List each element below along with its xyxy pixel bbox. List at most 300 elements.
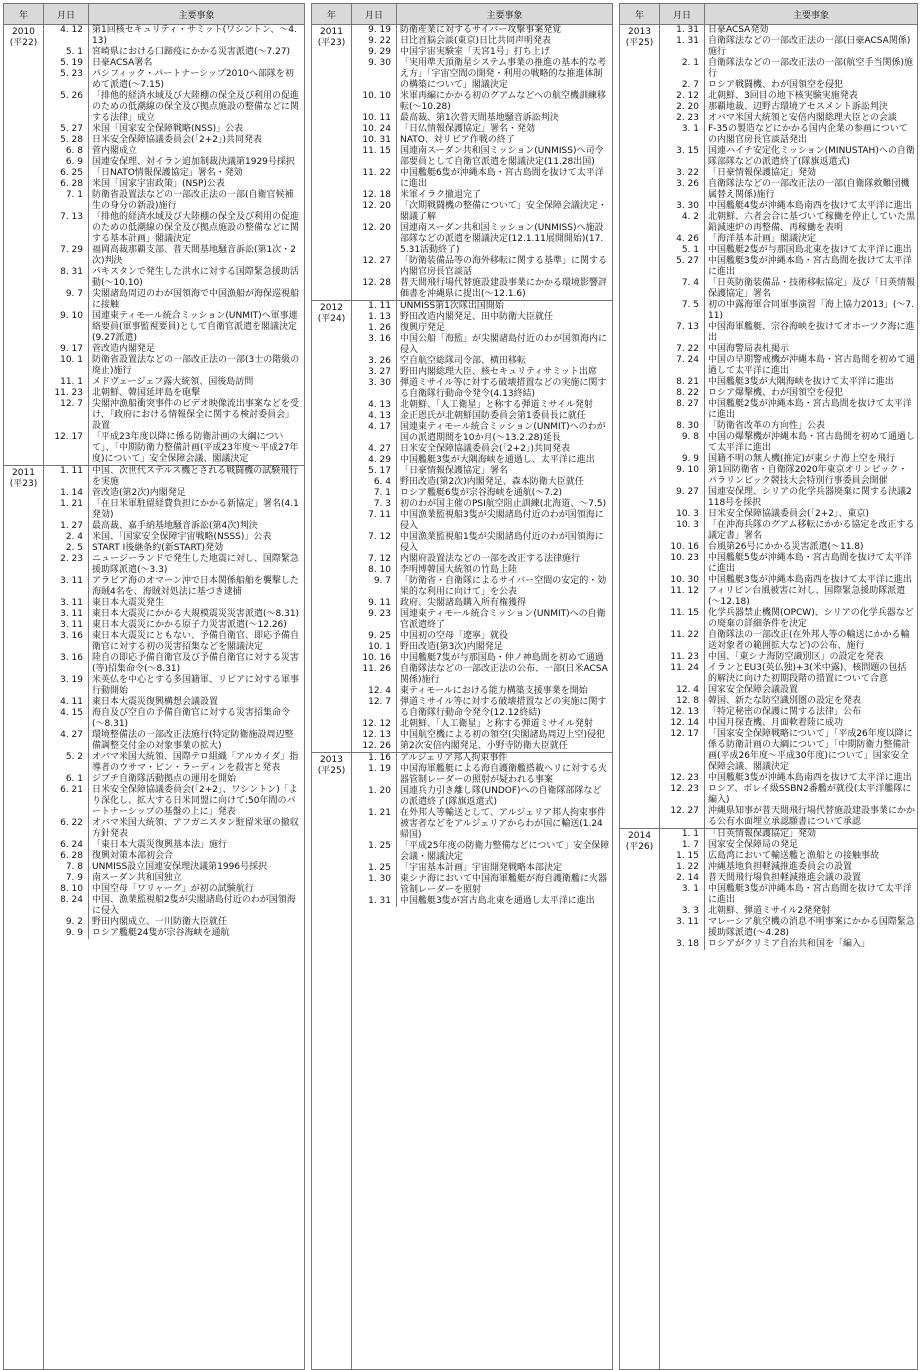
- table-row: [44, 653, 304, 675]
- event-date: 10. 11: [352, 113, 397, 124]
- event-text: 中国海軍艦艇による海自護衛艦搭載ヘリに対する火器管制レーダーの照射が疑われる事案: [400, 764, 608, 785]
- event-text: 中国艦艇3隻が沖縄本島・宮古島間を抜けて太平洋に進出: [708, 256, 912, 277]
- event-text: 中国艦艇6隻が沖縄本島・宮古島間を抜けて太平洋に進出: [400, 168, 604, 189]
- event-date: 7. 13: [44, 212, 89, 245]
- table-row: [44, 245, 304, 267]
- event-date: 3. 1: [660, 124, 705, 146]
- event-rows: [352, 301, 612, 752]
- table-row: [352, 312, 612, 323]
- table-row: [352, 532, 612, 554]
- event-text: 野田改造(第3次)内閣発足: [400, 642, 503, 652]
- event-text: 中国艦艇5隻が沖縄本島・宮古島間を抜けて太平洋に進出: [708, 553, 912, 574]
- table-row: [660, 465, 917, 487]
- event-date: 4. 13: [352, 400, 397, 411]
- event-date: 1. 14: [44, 488, 89, 499]
- era-label: (平25): [317, 766, 346, 776]
- event-date: 1. 31: [660, 36, 705, 58]
- event-rows: [352, 25, 612, 300]
- table-row: [352, 124, 612, 135]
- event-date: 4. 11: [44, 697, 89, 708]
- table-row: [44, 289, 304, 311]
- table-row: [44, 752, 304, 774]
- table-row: [44, 730, 304, 752]
- event-text: 広島湾において輸送艦と漁船との接触事故: [708, 851, 880, 861]
- table-row: [352, 686, 612, 697]
- event-text: 野田改造(第2次)内閣発足、森本防衛大臣就任: [400, 477, 584, 487]
- event-text: 中国漁業監視船3隻が尖閣諸島付近のわが国領海に侵入: [400, 510, 604, 531]
- event-date: 6. 28: [44, 179, 89, 190]
- table-row: [352, 301, 612, 312]
- table-row: [352, 323, 612, 334]
- event-date: 7. 11: [352, 510, 397, 532]
- event-date: 10. 16: [352, 653, 397, 664]
- header-year: 年: [4, 4, 44, 24]
- event-text: 自衛隊法などの一部改正法の一部(日豪ACSA関係)施行: [708, 36, 911, 57]
- event-date: 1. 7: [660, 840, 705, 851]
- year-label: 2011: [12, 468, 35, 478]
- event-text: 米国「国家安全保障戦略(NSS)」公表: [92, 124, 244, 134]
- table-row: [44, 432, 304, 465]
- year-cell: [4, 466, 44, 1369]
- event-date: 12. 14: [660, 718, 705, 729]
- event-date: 6. 4: [352, 477, 397, 488]
- event-text: 国連南スーダン共和国ミッション(UNMISS)へ司令部要員として自衛官派遣を閣議決定(11.28出国): [400, 146, 604, 167]
- event-text: 日比首脳会談(東京)日比共同声明発表: [400, 36, 552, 46]
- table-row: [660, 25, 917, 36]
- event-date: 3. 15: [660, 146, 705, 168]
- table-row: [660, 322, 917, 344]
- event-date: 2. 1: [660, 58, 705, 80]
- table-row: [352, 499, 612, 510]
- event-text: 政府、尖閣諸島購入所有権獲得: [400, 598, 527, 608]
- event-text: NATO、対リビア作戦の終了: [400, 135, 515, 145]
- event-text: 「海洋基本計画」閣議決定: [708, 234, 817, 244]
- event-date: 1. 1: [660, 829, 705, 840]
- event-text: 「日NATO情報保護協定」署名・発効: [92, 168, 243, 178]
- event-text: ロシア、ボレイ級SSBN2番艦が就役(太平洋艦隊に編入): [708, 784, 912, 805]
- event-text: 「防衛省・自衛隊によるサイバー空間の安定的・効果的な利用に向けて」を公表: [400, 576, 607, 597]
- event-text: 「排他的経済水域及び大陸棚の保全及び利用の促進のための低潮線の保全及び拠点施設の整備などに関する基本計画」閣議決定: [92, 212, 300, 244]
- table-row: [660, 520, 917, 542]
- event-date: 9. 7: [44, 289, 89, 311]
- event-text: 国連兵力引き離し隊(UNDOF)への自衛隊部隊などの派遣終了(隊旗返還式): [400, 786, 602, 807]
- event-date: 12. 12: [352, 719, 397, 730]
- year-cell: [620, 25, 660, 828]
- table-row: [352, 400, 612, 411]
- event-text: 普天間飛行場負担軽減推進会議の設置: [708, 873, 862, 883]
- event-date: 12. 28: [352, 278, 397, 300]
- table-row: [352, 334, 612, 356]
- event-text: ロシア艦艇24隻が宗谷海峡を通航: [92, 928, 230, 938]
- event-text: 中国、「東シナ海防空識別区」の設定を発表: [708, 652, 884, 662]
- event-text: 防衛産業に対するサイバー攻撃事案発覚: [400, 25, 562, 35]
- event-text: 「排他的経済水域及び大陸棚の保全及び利用の促進のための低潮線の保全及び拠点施設の整備などに関する法律」成立: [92, 91, 300, 123]
- event-text: メドヴェージェフ露大統領、国後島訪問: [92, 377, 254, 387]
- table-row: [660, 608, 917, 630]
- header-year: 年: [312, 4, 352, 24]
- event-date: 12. 27: [660, 806, 705, 828]
- event-date: 9. 19: [352, 25, 397, 36]
- table-row: [660, 124, 917, 146]
- table-row: [44, 521, 304, 532]
- event-date: 12. 18: [352, 190, 397, 201]
- table-row: [660, 806, 917, 828]
- table-row: [660, 487, 917, 509]
- event-text: 尖閣沖漁船衝突事件のビデオ映像流出事案などを受け、「政府における情報保全に関する検討委員会」設置: [92, 399, 299, 431]
- event-text: 米国、「国家安全保障宇宙戦略(NSSS)」公表: [92, 532, 272, 542]
- table-row: [352, 510, 612, 532]
- era-label: (平22): [9, 38, 38, 48]
- event-date: 5. 26: [44, 91, 89, 124]
- event-date: 7. 22: [660, 344, 705, 355]
- event-date: 2. 23: [44, 554, 89, 576]
- event-date: 3. 11: [44, 609, 89, 620]
- event-text: 「日仏情報保護協定」署名・発効: [400, 124, 536, 134]
- table-row: [660, 729, 917, 773]
- table-row: [660, 245, 917, 256]
- event-date: 12. 13: [352, 730, 397, 741]
- event-text: 北朝鮮、「人工衛星」と称する弾道ミサイル発射: [400, 400, 593, 410]
- table-row: [352, 256, 612, 278]
- header-date: 月日: [660, 4, 705, 24]
- event-text: アラビア海のオマーン沖で日本関係船舶を襲撃した海賊4名を、海賊対処法に基づき逮捕: [92, 576, 299, 597]
- event-date: 2. 5: [44, 543, 89, 554]
- event-text: 自衛隊法などの一部改正法の公布、一部(日米ACSA関係)施行: [400, 664, 608, 685]
- event-text: ロシア爆撃機、わが国領空を侵犯: [708, 388, 844, 398]
- event-date: 8. 27: [660, 399, 705, 421]
- event-text: 米軍再編にかかる初のグアムなどへの航空機訓練移転(〜10.28): [400, 91, 607, 112]
- table-row: [660, 586, 917, 608]
- event-text: ロシア戦闘機、わが国領空を侵犯: [708, 80, 844, 90]
- event-date: 6. 22: [44, 818, 89, 840]
- event-text: 第1回防衛省・自衛隊2020年東京オリンピック・パラリンピック競技大会特別行事委員会開催: [708, 465, 908, 486]
- table-row: [44, 532, 304, 543]
- event-date: 9. 25: [352, 631, 397, 642]
- event-date: 3. 11: [660, 917, 705, 939]
- event-date: 6. 24: [44, 840, 89, 851]
- table-row: [660, 840, 917, 851]
- year-label: 2011: [320, 27, 343, 37]
- event-text: 野田改造内閣発足、田中防衛大臣就任: [400, 312, 554, 322]
- event-date: 12. 4: [660, 685, 705, 696]
- event-text: 東日本大震災にかかる大規模震災災害派遣(〜8.31): [92, 609, 300, 619]
- event-text: 国連東ティモール統合ミッション(UNMIT)へ軍事連絡要員(軍事監視要員)として自衛官派遣を閣議決定(9.27派遣): [92, 311, 298, 343]
- event-text: 「実用準天頂衛星システム事業の推進の基本的な考え方」「宇宙空間の開発・利用の戦略的な推進体制の構築について」閣議決定: [400, 58, 607, 90]
- table-row: [44, 388, 304, 399]
- event-date: 3. 11: [44, 576, 89, 598]
- event-date: 4. 15: [44, 708, 89, 730]
- event-date: 1. 25: [352, 841, 397, 863]
- event-date: 2. 20: [660, 102, 705, 113]
- table-row: [44, 543, 304, 554]
- event-date: 3. 18: [660, 939, 705, 950]
- table-row: [660, 696, 917, 707]
- table-column-1: [3, 3, 305, 1370]
- table-row: [660, 862, 917, 873]
- event-text: 国連ハイチ安定化ミッション(MINUSTAH)への自衛隊部隊などの派遣終了(隊旗返還式): [708, 146, 915, 167]
- table-row: [44, 488, 304, 499]
- table-row: [660, 300, 917, 322]
- table-row: [352, 841, 612, 863]
- event-text: 「東日本大震災復興基本法」施行: [92, 840, 228, 850]
- event-text: 空自航空総隊司令部、横田移転: [400, 356, 527, 366]
- event-text: 中国海軍艦艇、宗谷海峡を抜けてオホーツク海に進出: [708, 322, 915, 343]
- event-date: 3. 19: [44, 675, 89, 697]
- event-date: 9. 11: [352, 598, 397, 609]
- event-date: 10. 24: [352, 124, 397, 135]
- table-row: [352, 444, 612, 455]
- table-row: [660, 388, 917, 399]
- table-row: [44, 69, 304, 91]
- table-row: [44, 851, 304, 862]
- event-text: 自衛隊法などの一部改正法の一部(航空手当関係)施行: [708, 58, 914, 79]
- event-date: 12. 8: [660, 696, 705, 707]
- event-date: 11. 23: [660, 652, 705, 663]
- event-text: 「次期戦闘機の整備について」安全保障会議決定・閣議了解: [400, 201, 607, 222]
- table-row: [352, 730, 612, 741]
- event-date: 3. 26: [352, 356, 397, 367]
- table-row: [352, 786, 612, 808]
- event-text: 陸自の即応予備自衛官及び予備自衛官に対する災害(等)招集命令(〜8.31): [92, 653, 300, 674]
- event-date: 4. 2: [660, 212, 705, 234]
- event-text: 中国の早期警戒機が沖縄本島・宮古島間を初めて通過して太平洋に進出: [708, 355, 916, 376]
- table-row: [660, 851, 917, 862]
- event-text: 環境整備法の一部改正法施行(特定防衛施設周辺整備調整交付金の対象事業の拡大): [92, 730, 294, 751]
- event-text: 北朝鮮、3回目の地下核実験実施発表: [708, 91, 858, 101]
- table-row: [352, 488, 612, 499]
- year-block: [4, 466, 304, 1369]
- event-date: 12. 23: [660, 784, 705, 806]
- event-text: 自衛隊法の一部改正(在外邦人等の輸送にかかる輸送対象者の範囲拡大など)の公布、施行: [708, 630, 910, 651]
- event-date: 9. 27: [660, 487, 705, 509]
- event-date: 1. 16: [352, 753, 397, 764]
- table-row: [44, 190, 304, 212]
- event-text: 米英仏を中心とする多国籍軍、リビアに対する軍事行動開始: [92, 675, 300, 696]
- table-row: [352, 598, 612, 609]
- event-text: 日豪ACSA署名: [92, 58, 153, 68]
- event-text: 最高裁、第1次普天間基地騒音訴訟判決: [400, 113, 559, 123]
- event-date: 7. 1: [44, 190, 89, 212]
- year-cell: [4, 25, 44, 465]
- event-text: オバマ米国大統領、アフガニスタン駐留米軍の撤収方針発表: [92, 818, 299, 839]
- event-date: 12. 27: [352, 256, 397, 278]
- event-date: 2. 4: [44, 532, 89, 543]
- event-date: 7. 8: [44, 862, 89, 873]
- table-row: [44, 554, 304, 576]
- event-text: 宮崎県における口蹄疫にかかる災害派遣(〜7.27): [92, 47, 291, 57]
- event-date: 12. 13: [660, 707, 705, 718]
- event-text: 「特定秘密の保護に関する法律」公布: [708, 707, 862, 717]
- event-date: 4. 26: [660, 234, 705, 245]
- table-row: [352, 47, 612, 58]
- table-row: [660, 873, 917, 884]
- event-text: フィリピン台風被害に対し、国際緊急援助隊派遣(〜12.18): [708, 586, 906, 607]
- event-text: 国連安保理、対イラン追加制裁決議第1929号採択: [92, 157, 295, 167]
- event-text: ニュージーランドで発生した地震に対し、国際緊急援助隊派遣(〜3.3): [92, 554, 299, 575]
- event-text: 「宇宙基本計画」宇宙開発戦略本部決定: [400, 863, 563, 873]
- event-date: 9. 9: [660, 454, 705, 465]
- table-row: [44, 884, 304, 895]
- event-date: 1. 30: [352, 874, 397, 896]
- table-row: [660, 168, 917, 179]
- year-cell: [312, 753, 352, 1369]
- table-row: [352, 190, 612, 201]
- event-date: 3. 1: [660, 884, 705, 906]
- event-date: 11. 15: [660, 608, 705, 630]
- table-row: [352, 808, 612, 841]
- event-text: 「日英防衛装備品・技術移転協定」及び「日英情報保護協定」署名: [708, 278, 916, 299]
- event-date: 7. 3: [352, 499, 397, 510]
- table-row: [352, 653, 612, 664]
- event-date: 6. 25: [44, 168, 89, 179]
- event-date: 1. 21: [352, 808, 397, 841]
- table-row: [660, 91, 917, 102]
- event-date: 3. 3: [660, 906, 705, 917]
- table-row: [660, 454, 917, 465]
- event-text: F-35の製造などにかかる国内企業の参画についての内閣官房長官談話発出: [708, 124, 908, 145]
- era-label: (平26): [625, 842, 654, 852]
- event-date: 10. 3: [660, 520, 705, 542]
- event-text: 日米安全保障協議委員会(「2+2」、ワシントン)「より深化し、拡大する日米同盟に向けて:50年間のパートナーシップの基盤の上に」発表: [92, 785, 298, 817]
- event-date: 7. 12: [352, 532, 397, 554]
- event-text: 中国艦艇3隻が宮古島北東を通過し太平洋に進出: [400, 896, 595, 906]
- event-date: 6. 21: [44, 785, 89, 818]
- year-label: 2012: [320, 303, 343, 313]
- table-row: [352, 719, 612, 730]
- header-date: 月日: [44, 4, 89, 24]
- event-text: 国籍不明の無人機(推定)が東シナ海上空を飛行: [708, 454, 896, 464]
- event-text: 中国海警局表札掲示: [708, 344, 790, 354]
- event-text: マレーシア航空機の消息不明事案にかかる国際緊急援助隊派遣(〜4.28): [708, 917, 915, 938]
- table-row: [44, 928, 304, 939]
- event-date: 4. 27: [352, 444, 397, 455]
- event-rows: [660, 25, 917, 828]
- event-date: 4. 13: [352, 411, 397, 422]
- event-text: 普天間飛行場代替施設建設事業にかかる環境影響評価書を沖縄県に提出(〜12.1.6): [400, 278, 608, 299]
- event-date: 1. 19: [352, 764, 397, 786]
- table-row: [352, 411, 612, 422]
- event-text: オバマ米国大統領と安倍内閣総理大臣との会談: [708, 113, 897, 123]
- event-date: 6. 1: [44, 774, 89, 785]
- event-date: 5. 17: [352, 466, 397, 477]
- event-text: 国家安全保障会議設置: [708, 685, 799, 695]
- event-date: 2. 12: [660, 91, 705, 102]
- event-text: 中国艦艇3隻が沖縄本島南西を抜けて太平洋に進出: [708, 773, 912, 783]
- event-date: 1. 25: [352, 863, 397, 874]
- table-row: [660, 542, 917, 553]
- header-event: 主要事象: [792, 10, 829, 21]
- event-date: 8. 22: [660, 388, 705, 399]
- event-text: 野田内閣総理大臣、核セキュリティサミット出席: [400, 367, 597, 377]
- year-block: [312, 753, 612, 1369]
- year-cell: [312, 25, 352, 300]
- event-text: 尖閣諸島周辺のわが国領海で中国漁船が海保巡視船に接触: [92, 289, 300, 310]
- event-text: 「防衛装備品等の海外移転に関する基準」に関する内閣官房長官談話: [400, 256, 608, 277]
- event-text: 韓国、新たな防空識別圏の設定を発表: [708, 696, 862, 706]
- event-text: 東日本大震災復興構想会議設置: [92, 697, 219, 707]
- table-row: [44, 311, 304, 344]
- event-text: 復興対策本部初会合: [92, 851, 174, 861]
- table-row: [660, 278, 917, 300]
- table-row: [44, 168, 304, 179]
- table-row: [44, 785, 304, 818]
- event-date: 8. 10: [352, 565, 397, 576]
- table-row: [352, 201, 612, 223]
- event-date: 10. 10: [352, 91, 397, 113]
- event-text: 初の中露海軍合同軍事演習「海上協力2013」(〜7.11): [708, 300, 915, 321]
- event-date: 4. 17: [352, 422, 397, 444]
- table-row: [44, 91, 304, 124]
- table-row: [44, 157, 304, 168]
- event-text: 「平成23年度以降に係る防衛計画の大綱について」、「中期防衛力整備計画(平成23年度〜平成27年度)について」安全保障会議、閣議決定: [92, 432, 299, 464]
- event-rows: [44, 466, 304, 1369]
- event-text: 日米安全保障協議委員会(「2+2」、東京): [708, 509, 870, 519]
- year-block: [620, 829, 917, 1369]
- table-row: [44, 355, 304, 377]
- event-date: 3. 30: [352, 378, 397, 400]
- event-date: 10. 31: [352, 135, 397, 146]
- event-date: 1. 15: [660, 851, 705, 862]
- event-text: 国家安全保障局の発足: [708, 840, 799, 850]
- event-date: 9. 8: [660, 432, 705, 454]
- table-row: [44, 840, 304, 851]
- table-row: [660, 685, 917, 696]
- event-date: 1. 11: [352, 301, 397, 312]
- event-date: 3. 22: [660, 168, 705, 179]
- table-row: [44, 25, 304, 47]
- event-text: 中国公船「海監」が尖閣諸島付近のわが国領海内に侵入: [400, 334, 608, 355]
- event-text: 中国初の空母「遼寧」就役: [400, 631, 509, 641]
- table-row: [660, 784, 917, 806]
- table-row: [660, 36, 917, 58]
- event-date: 7. 12: [352, 554, 397, 565]
- event-date: 12. 4: [352, 686, 397, 697]
- event-date: 7. 5: [660, 300, 705, 322]
- event-text: 「在沖海兵隊のグアム移転にかかる協定を改正する議定書」署名: [708, 520, 915, 541]
- table-row: [660, 212, 917, 234]
- event-text: 中国の爆撃機が沖縄本島・宮古島間を初めて通過して太平洋に進出: [708, 432, 916, 453]
- event-text: 日米安全保障協議委員会(「2+2」)共同発表: [92, 135, 263, 145]
- table-row: [660, 652, 917, 663]
- event-text: 野田内閣成立、一川防衛大臣就任: [92, 917, 228, 927]
- event-date: 8. 24: [44, 895, 89, 917]
- event-text: 福岡高裁那覇支部、普天間基地騒音訴訟(第1次・2次)判決: [92, 245, 296, 266]
- table-row: [44, 58, 304, 69]
- event-date: 3. 27: [352, 367, 397, 378]
- table-header: [4, 4, 304, 25]
- year-cell: [620, 829, 660, 1369]
- event-text: 李明博韓国大統領の竹島上陸: [400, 565, 518, 575]
- header-event: 主要事象: [178, 10, 215, 21]
- table-row: [44, 598, 304, 609]
- event-date: 8. 10: [44, 884, 89, 895]
- table-row: [352, 278, 612, 300]
- event-date: 9. 10: [660, 465, 705, 487]
- event-rows: [44, 25, 304, 465]
- event-text: 「在日米軍駐留経費負担にかかる新協定」署名(4.1発効): [92, 499, 299, 520]
- table-row: [352, 554, 612, 565]
- table-row: [352, 764, 612, 786]
- table-row: [660, 906, 917, 917]
- event-date: 12. 7: [352, 697, 397, 719]
- event-text: ロシア艦艇6隻が宗谷海峡を通航(〜7.2): [400, 488, 563, 498]
- table-row: [352, 753, 612, 764]
- event-text: イランとEU3(英仏独)+3(米中露)、核問題の包括的解決に向けた初期段階の措置について合意: [708, 663, 907, 684]
- event-date: 10. 30: [660, 575, 705, 586]
- table-row: [352, 863, 612, 874]
- event-date: 11. 23: [44, 388, 89, 399]
- event-text: 菅改造内閣発足: [92, 344, 156, 354]
